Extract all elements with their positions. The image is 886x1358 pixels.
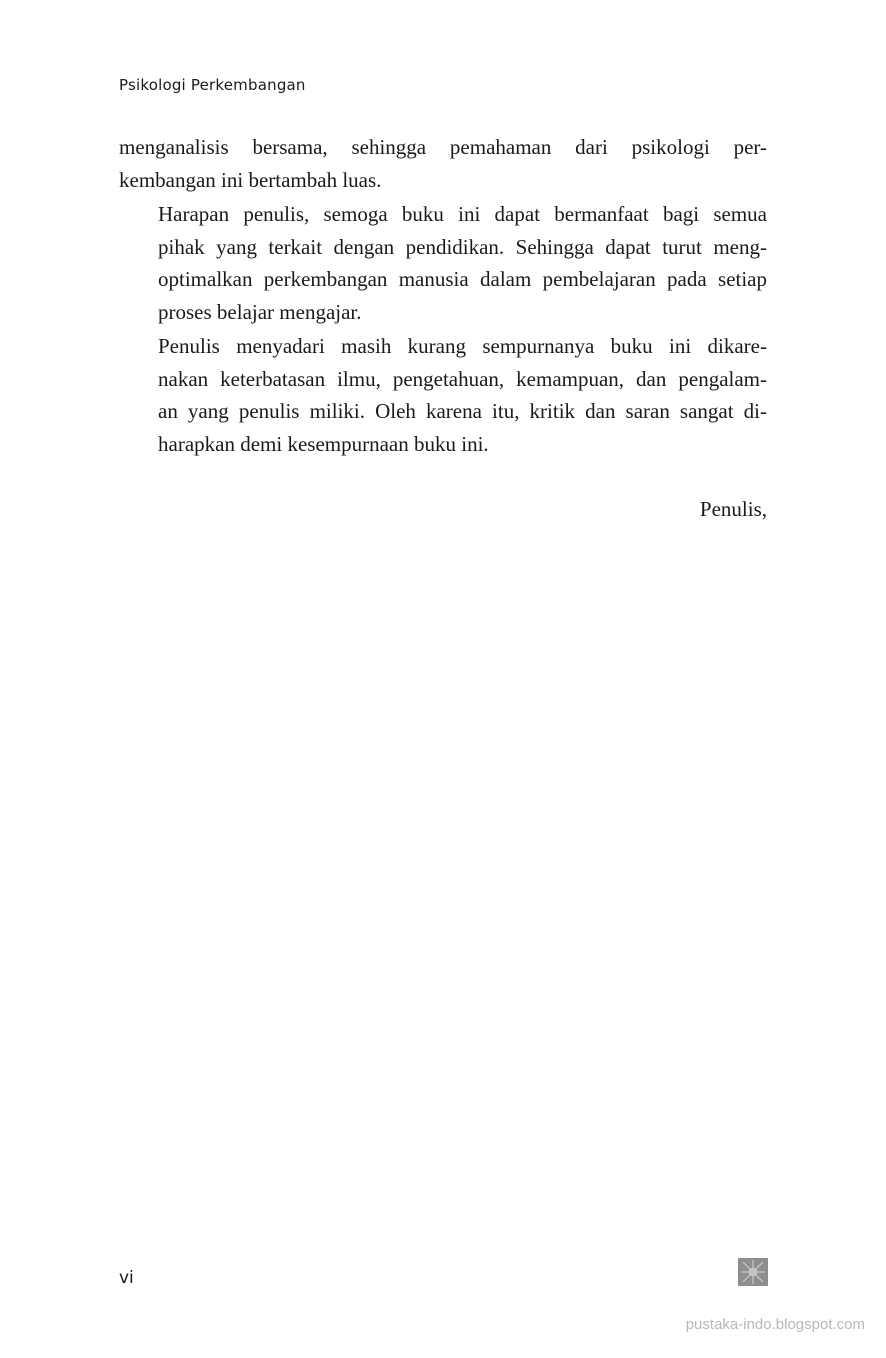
watermark: pustaka-indo.blogspot.com [685, 1316, 865, 1333]
running-head: Psikologi Perkembangan [119, 76, 306, 94]
body-text [119, 131, 767, 462]
text-line: Harapan penulis, semoga buku ini dapat bermanfaat bagi semua [158, 202, 767, 226]
text-line: kembangan ini bertambah luas. [119, 167, 382, 192]
text-line: menganalisis bersama, sehingga pemahaman dari psikologi per- [119, 135, 767, 159]
text-line: harapkan demi kesempurnaan buku ini. [158, 431, 489, 456]
signature: Penulis, [699, 497, 767, 521]
text-line: an yang penulis miliki. Oleh karena itu, kritik dan saran sangat di- [158, 399, 767, 423]
text-line: optimalkan perkembangan manusia dalam pembelajaran pada setiap [158, 267, 767, 291]
publisher-logo-icon [738, 1258, 768, 1286]
text-line: Penulis menyadari masih kurang sempurnanya buku ini dikare- [158, 334, 767, 358]
text-line: nakan keterbatasan ilmu, pengetahuan, kemampuan, dan pengalam- [158, 366, 767, 391]
text-line: pihak yang terkait dengan pendidikan. Sehingga dapat turut meng- [158, 234, 767, 259]
publisher-logo-icon-graphic [738, 1258, 768, 1286]
paragraph-1 [119, 131, 767, 196]
text-line: proses belajar mengajar. [158, 299, 362, 324]
page-number: vi [119, 1268, 134, 1288]
paragraph-3 [119, 330, 767, 460]
paragraph-2 [119, 198, 767, 328]
